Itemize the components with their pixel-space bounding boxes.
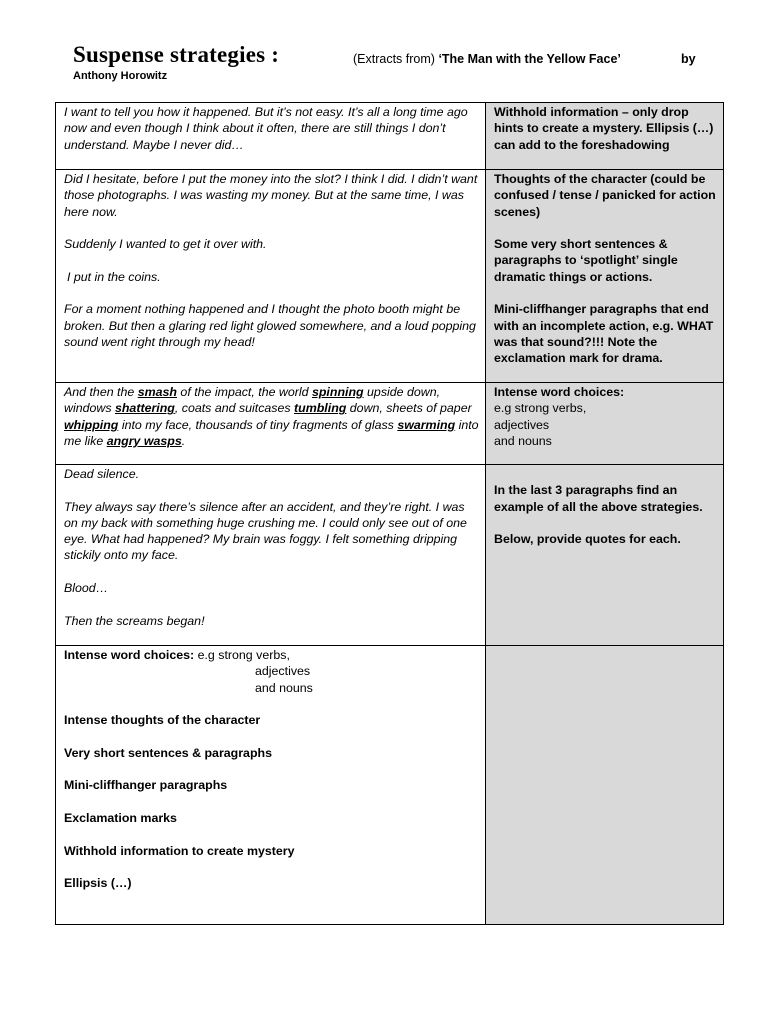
highlighted-word: whipping <box>64 417 119 432</box>
strategy-cell <box>486 465 724 646</box>
strategy-heading: Intense word choices: <box>494 385 625 399</box>
extract-paragraph: And then the smash of the impact, the world spinning upside down, windows shattering, coats and suitcases tumbling down, sheets of paper whipping into my face, thousands of tiny fragments of glass swarming into me like angry wasps. <box>64 385 479 448</box>
strategies-table <box>55 102 724 925</box>
strategy-text: In the last 3 paragraphs find an example of all the above strategies. <box>494 483 703 514</box>
table-row <box>56 646 724 925</box>
highlighted-word: smash <box>137 385 177 399</box>
highlighted-word: tumbling <box>294 401 347 416</box>
book-title: ‘The Man with the Yellow Face’ <box>438 52 621 66</box>
extract-paragraph: Dead silence. <box>64 467 140 481</box>
strategy-text: adjectives <box>494 417 550 432</box>
extract-cell <box>56 170 486 383</box>
table-row <box>56 383 724 465</box>
extract-paragraph: For a moment nothing happened and I thought the photo booth might be broken. But then a glaring red light glowed somewhere, and a loud popping sound went right through my head! <box>64 302 476 349</box>
answer-label: Intense word choices: e.g strong verbs, <box>64 648 290 662</box>
table-row <box>56 103 724 170</box>
answer-label: Intense thoughts of the character <box>64 713 261 728</box>
extract-paragraph: I want to tell you how it happened. But it’s not easy. It’s all a long time ago now and even though I think about it often, there are still things I don’t understand. Maybe I never did… <box>64 105 468 152</box>
table-row <box>56 465 724 646</box>
strategy-text: Some very short sentences & paragraphs to ‘spotlight’ single dramatic things or actions. <box>494 237 678 284</box>
highlighted-word: spinning <box>311 385 364 399</box>
strategy-text: and nouns <box>494 433 552 448</box>
extract-paragraph: Did I hesitate, before I put the money into the slot? I think I did. I didn’t want those photographs. I was wasting my money. But at the same time, I was here now. <box>64 172 478 219</box>
highlighted-word: swarming <box>397 417 456 432</box>
answer-label: adjectives <box>255 664 311 679</box>
highlighted-word: angry wasps <box>106 433 182 448</box>
page-title: Suspense strategies : <box>73 42 280 67</box>
quote-answer-cell[interactable] <box>486 646 724 925</box>
extract-paragraph: Blood… <box>64 581 109 596</box>
extract-prefix: (Extracts from) <box>353 52 435 66</box>
extract-cell <box>56 465 486 646</box>
extract-paragraph: Suddenly I wanted to get it over with. <box>64 237 267 252</box>
answer-label: Withhold information to create mystery <box>64 843 295 858</box>
extract-paragraph: They always say there’s silence after an accident, and they’re right. I was on my back with something huge crushing me. I could only see out of one eye. What had happened? My brain was foggy. I felt something dripping stickily onto my face. <box>64 499 467 563</box>
strategy-text: Below, provide quotes for each. <box>494 532 681 547</box>
answer-label: Very short sentences & paragraphs <box>64 745 272 760</box>
highlighted-word: shattering <box>114 401 175 416</box>
extract-cell <box>56 383 486 465</box>
extract-source <box>353 52 621 66</box>
strategy-text: Thoughts of the character (could be confused / tense / panicked for action scenes) <box>494 172 716 219</box>
strategy-cell <box>486 103 724 170</box>
answer-label: Mini-cliffhanger paragraphs <box>64 778 228 793</box>
answer-label: Exclamation marks <box>64 810 177 825</box>
extract-paragraph: I put in the coins. <box>67 269 161 284</box>
answer-label: and nouns <box>255 680 313 695</box>
table-row <box>56 170 724 383</box>
extract-cell <box>56 103 486 170</box>
strategy-cell <box>486 383 724 465</box>
author-name: Anthony Horowitz <box>73 70 168 82</box>
strategy-cell <box>486 170 724 383</box>
answer-cell[interactable] <box>56 646 486 925</box>
by-label: by <box>681 52 696 66</box>
strategy-text: Mini-cliffhanger paragraphs that end with an incomplete action, e.g. WHAT was that sound?!!! Note the exclamation mark for drama. <box>494 302 714 366</box>
extract-paragraph: Then the screams began! <box>64 613 205 628</box>
strategy-text: e.g strong verbs, <box>494 401 587 416</box>
strategy-text: Withhold information – only drop hints to create a mystery. Ellipsis (…) can add to the foreshadowing <box>494 105 714 152</box>
answer-label: Ellipsis (…) <box>64 876 132 891</box>
